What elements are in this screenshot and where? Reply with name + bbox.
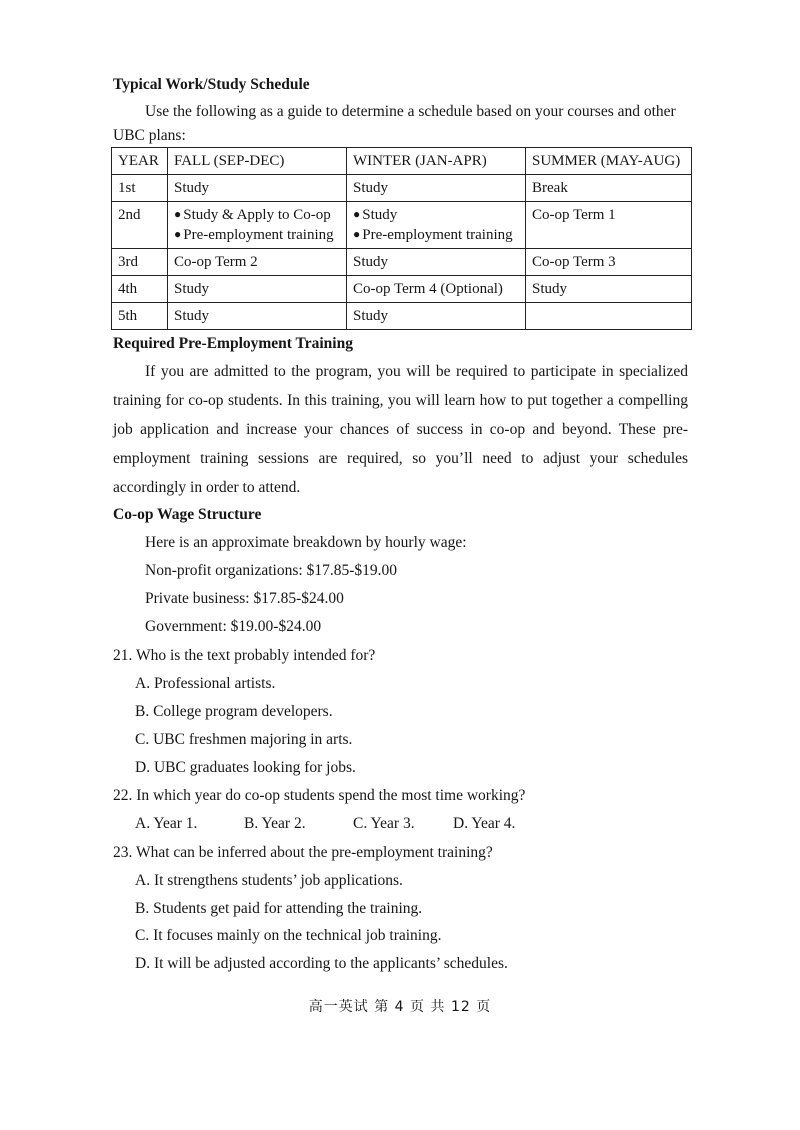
answer-option: D. Year 4. — [453, 815, 516, 832]
answer-option: D. UBC graduates looking for jobs. — [135, 759, 356, 776]
answer-option: A. Year 1. — [135, 815, 198, 832]
wage-title: Co-op Wage Structure — [113, 506, 262, 523]
year-cell: 3rd — [112, 249, 168, 276]
year-cell: 4th — [112, 276, 168, 303]
year-cell: 1st — [112, 175, 168, 202]
fall-cell: Co-op Term 2 — [168, 249, 347, 276]
summer-cell — [526, 303, 692, 330]
table-row — [112, 175, 692, 202]
answer-option: B. Year 2. — [244, 815, 306, 832]
table-row — [112, 276, 692, 303]
summer-cell: Co-op Term 1 — [526, 202, 692, 249]
fall-cell — [168, 202, 347, 249]
column-header: SUMMER (MAY-AUG) — [526, 148, 692, 175]
question-stem: 22. In which year do co-op students spend the most time working? — [113, 787, 526, 804]
table-header-row — [112, 148, 692, 175]
wage-line: Private business: $17.85-$24.00 — [145, 590, 344, 607]
column-header: YEAR — [112, 148, 168, 175]
page-footer: 高一英试 第 4 页 共 12 页 — [308, 999, 492, 1015]
answer-option: A. It strengthens students’ job applications. — [135, 872, 403, 889]
bullet-item: ● Pre-employment training — [353, 225, 519, 245]
bullet-item: ● Study — [353, 205, 519, 225]
answer-option: D. It will be adjusted according to the applicants’ schedules. — [135, 955, 508, 972]
schedule-title: Typical Work/Study Schedule — [113, 76, 310, 93]
schedule-intro-line1: Use the following as a guide to determine a schedule based on your courses and other — [145, 103, 676, 120]
table-row — [112, 202, 692, 249]
summer-cell: Break — [526, 175, 692, 202]
schedule-table — [111, 147, 692, 330]
winter-cell — [347, 202, 526, 249]
summer-cell: Study — [526, 276, 692, 303]
column-header: WINTER (JAN-APR) — [347, 148, 526, 175]
question-stem: 21. Who is the text probably intended for? — [113, 647, 376, 664]
schedule-intro-line2: UBC plans: — [113, 127, 186, 144]
question-stem: 23. What can be inferred about the pre-employment training? — [113, 844, 493, 861]
winter-cell: Co-op Term 4 (Optional) — [347, 276, 526, 303]
year-cell: 2nd — [112, 202, 168, 249]
training-paragraph — [113, 357, 688, 502]
summer-cell: Co-op Term 3 — [526, 249, 692, 276]
training-title: Required Pre-Employment Training — [113, 335, 353, 352]
table-row — [112, 303, 692, 330]
bullet-item: ● Pre-employment training — [174, 225, 340, 245]
column-header: FALL (SEP-DEC) — [168, 148, 347, 175]
winter-cell: Study — [347, 175, 526, 202]
year-cell: 5th — [112, 303, 168, 330]
answer-option: C. It focuses mainly on the technical job training. — [135, 927, 442, 944]
bullet-item: ● Study & Apply to Co-op — [174, 205, 340, 225]
winter-cell: Study — [347, 249, 526, 276]
wage-intro: Here is an approximate breakdown by hourly wage: — [145, 534, 467, 551]
wage-line: Government: $19.00-$24.00 — [145, 618, 322, 635]
training-text: If you are admitted to the program, you will be required to participate in specialized training for co-op students. In this training, you will learn how to put together a compelling job application and increase your chances of success in co-op and beyond. These pre-employment training sessions are required, so you’ll need to adjust your schedules accordingly in order to attend. — [113, 363, 688, 496]
wage-line: Non-profit organizations: $17.85-$19.00 — [145, 562, 397, 579]
answer-option: B. College program developers. — [135, 703, 333, 720]
answer-option: C. Year 3. — [353, 815, 415, 832]
answer-option: A. Professional artists. — [135, 675, 276, 692]
table-row — [112, 249, 692, 276]
answer-option: C. UBC freshmen majoring in arts. — [135, 731, 353, 748]
fall-cell: Study — [168, 276, 347, 303]
answer-option: B. Students get paid for attending the training. — [135, 900, 423, 917]
fall-cell: Study — [168, 175, 347, 202]
winter-cell: Study — [347, 303, 526, 330]
fall-cell: Study — [168, 303, 347, 330]
